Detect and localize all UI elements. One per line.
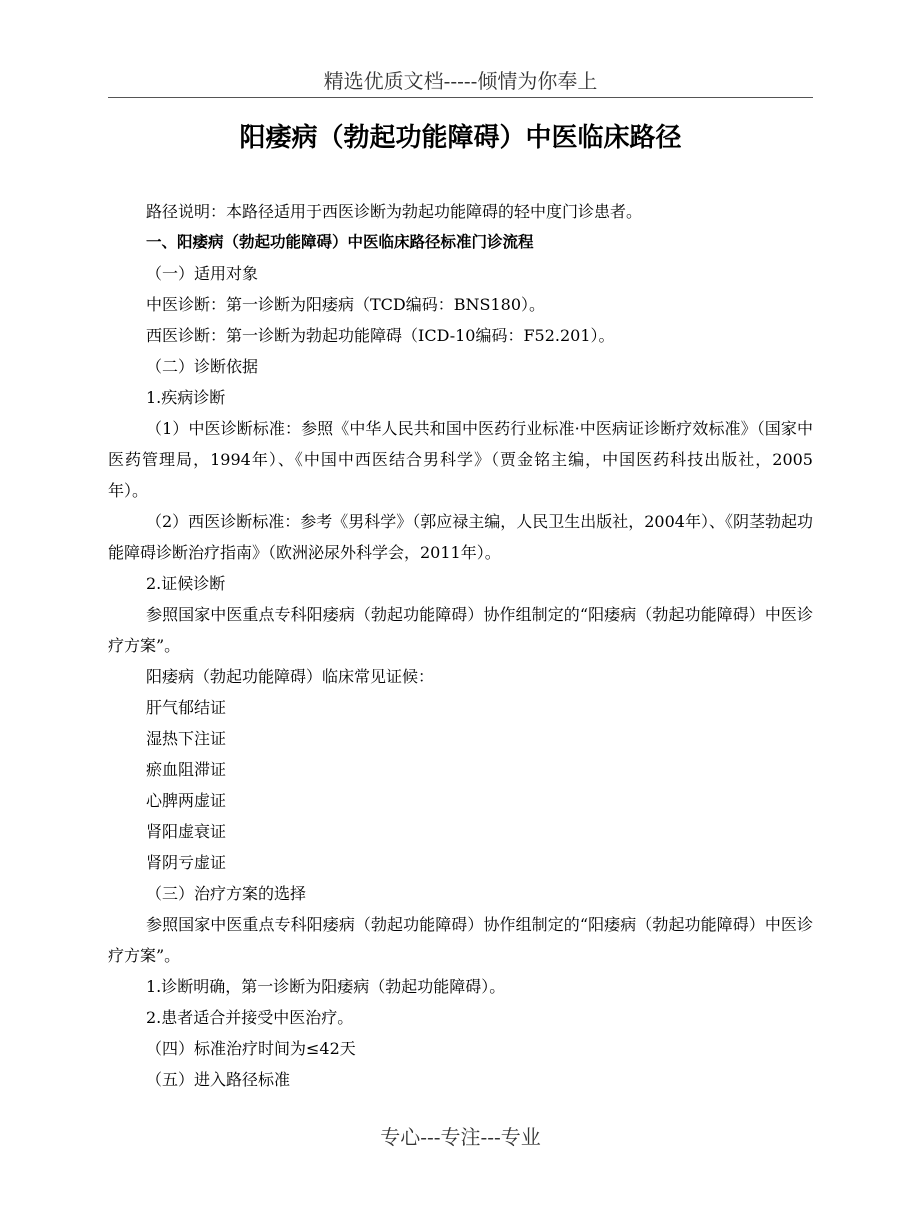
syndrome-item: 湿热下注证 [146,729,227,748]
treatment-criterion-2: 2.患者适合并接受中医治疗。 [146,1008,354,1027]
tcm-diagnosis: 中医诊断：第一诊断为阳痿病（TCD编码：BNS180）。 [146,295,546,314]
header-rule [108,97,813,98]
western-diagnosis: 西医诊断：第一诊断为勃起功能障碍（ICD-10编码：F52.201）。 [146,326,615,345]
treatment-criterion-1: 1.诊断明确，第一诊断为阳痿病（勃起功能障碍）。 [146,977,506,996]
syndrome-item: 瘀血阻滞证 [146,760,227,779]
section-heading-1: 一、阳痿病（勃起功能障碍）中医临床路径标准门诊流程 [146,233,534,251]
subsection-entry-criteria: （五）进入路径标准 [146,1070,291,1089]
disease-diagnosis-heading: 1.疾病诊断 [146,388,226,407]
treatment-reference: 参照国家中医重点专科阳痿病（勃起功能障碍）协作组制定的“阳痿病（勃起功能障碍）中医诊疗方案”。 [108,915,813,965]
subsection-treatment-choice: （三）治疗方案的选择 [146,884,307,903]
subsection-scope: （一）适用对象 [146,264,259,283]
tcm-diagnosis-standard: （1）中医诊断标准：参照《中华人民共和国中医药行业标准·中医病证诊断疗效标准》（国家中医药管理局，1994年）、《中国中西医结合男科学》（贾金铭主编，中国医药科技出版社，2005年）。 [108,419,813,500]
syndrome-diagnosis-heading: 2.证候诊断 [146,574,226,593]
syndrome-item: 肾阳虚衰证 [146,822,227,841]
common-syndromes-heading: 阳痿病（勃起功能障碍）临床常见证候： [146,667,435,686]
page-header: 精选优质文档-----倾情为你奉上 [323,69,598,93]
document-title: 阳痿病（勃起功能障碍）中医临床路径 [239,123,682,153]
subsection-diagnosis-basis: （二）诊断依据 [146,357,259,376]
subsection-treatment-time: （四）标准治疗时间为≤42天 [146,1039,356,1058]
syndrome-reference: 参照国家中医重点专科阳痿病（勃起功能障碍）协作组制定的“阳痿病（勃起功能障碍）中医诊疗方案”。 [108,605,813,655]
western-diagnosis-standard: （2）西医诊断标准：参考《男科学》（郭应禄主编，人民卫生出版社，2004年）、《阴茎勃起功能障碍诊断治疗指南》（欧洲泌尿外科学会，2011年）。 [108,512,813,562]
syndrome-item: 肝气郁结证 [146,698,227,717]
page-footer: 专心---专注---专业 [380,1125,541,1149]
syndrome-item: 心脾两虚证 [146,791,227,810]
syndrome-item: 肾阴亏虚证 [146,853,227,872]
path-description: 路径说明：本路径适用于西医诊断为勃起功能障碍的轻中度门诊患者。 [146,202,643,221]
document-body [108,196,813,1095]
